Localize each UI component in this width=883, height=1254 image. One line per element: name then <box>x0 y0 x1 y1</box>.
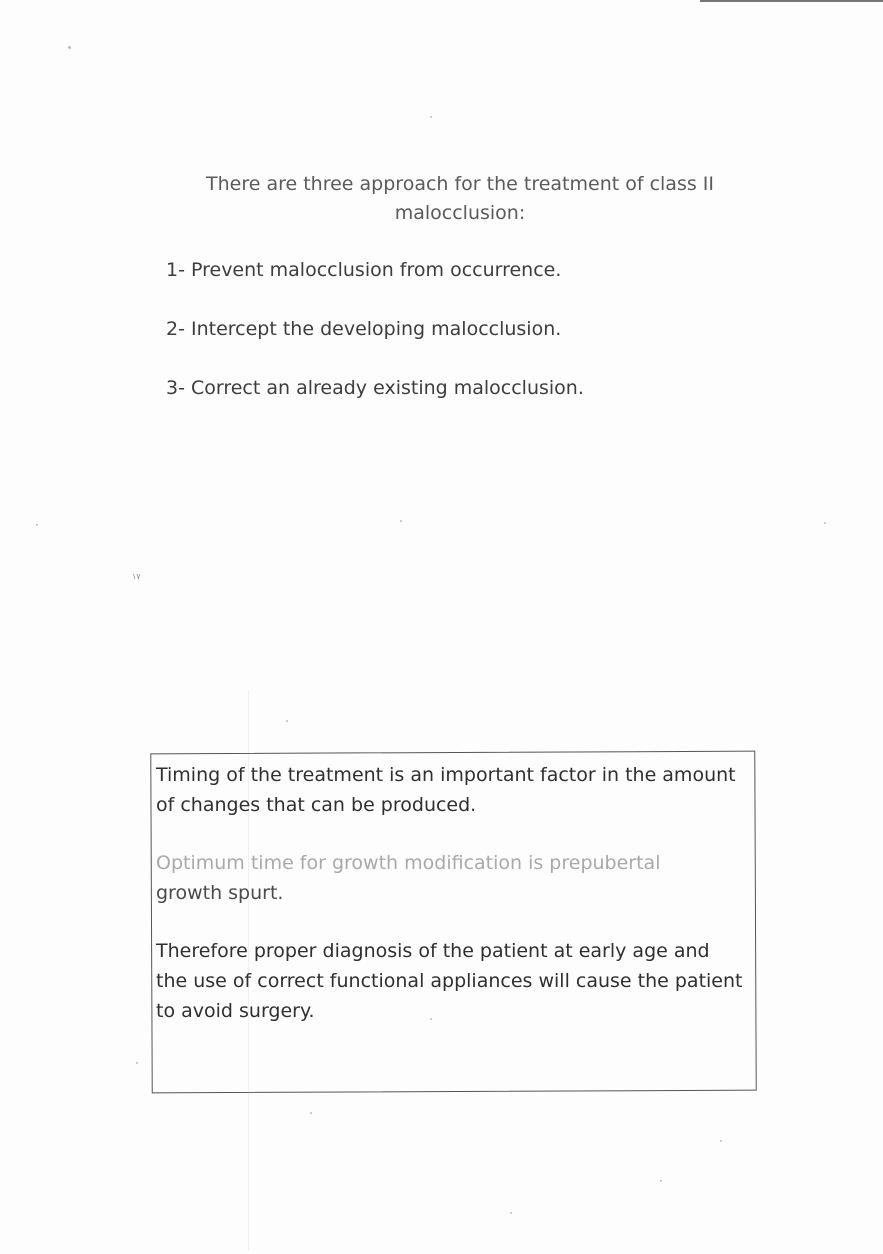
scan-speck <box>660 1180 662 1182</box>
scan-speck <box>136 1062 138 1064</box>
note-paragraph-timing: Timing of the treatment is an important factor in the amount of changes that can be produced. <box>156 764 736 816</box>
intro-line-2: malocclusion: <box>394 202 526 224</box>
note-paragraph-optimum-time-rest: growth spurt. <box>156 882 284 904</box>
approach-item-1: 1- Prevent malocclusion from occurrence. <box>166 259 562 281</box>
scan-edge-rule <box>700 0 883 2</box>
intro-heading <box>160 170 760 228</box>
scan-speck <box>310 1112 312 1114</box>
note-paragraph-optimum-time-faded: Optimum time for growth modification is prepubertal <box>156 852 661 874</box>
scan-speck <box>824 522 826 524</box>
scan-speck <box>68 46 71 49</box>
approach-list <box>166 256 584 403</box>
faint-header-smudge <box>395 0 485 14</box>
note-paragraph-optimum-time <box>156 848 746 908</box>
scan-speck <box>430 1018 432 1020</box>
scan-speck <box>400 520 402 522</box>
faint-header-smudge-2 <box>398 68 488 84</box>
scan-speck <box>720 1140 722 1142</box>
scan-speck <box>510 1212 512 1214</box>
intro-line-1: There are three approach for the treatment of class II <box>206 173 714 195</box>
scan-speck <box>430 116 432 118</box>
approach-item-3: 3- Correct an already existing malocclusion. <box>166 377 584 399</box>
scan-speck <box>286 720 288 722</box>
note-paragraph-diagnosis: Therefore proper diagnosis of the patient at early age and the use of correct functional appliances will cause the patient to avoid surgery. <box>156 940 743 1022</box>
scan-speck <box>36 524 38 526</box>
margin-page-mark: ١٧ <box>132 572 141 581</box>
approach-item-2: 2- Intercept the developing malocclusion. <box>166 318 562 340</box>
